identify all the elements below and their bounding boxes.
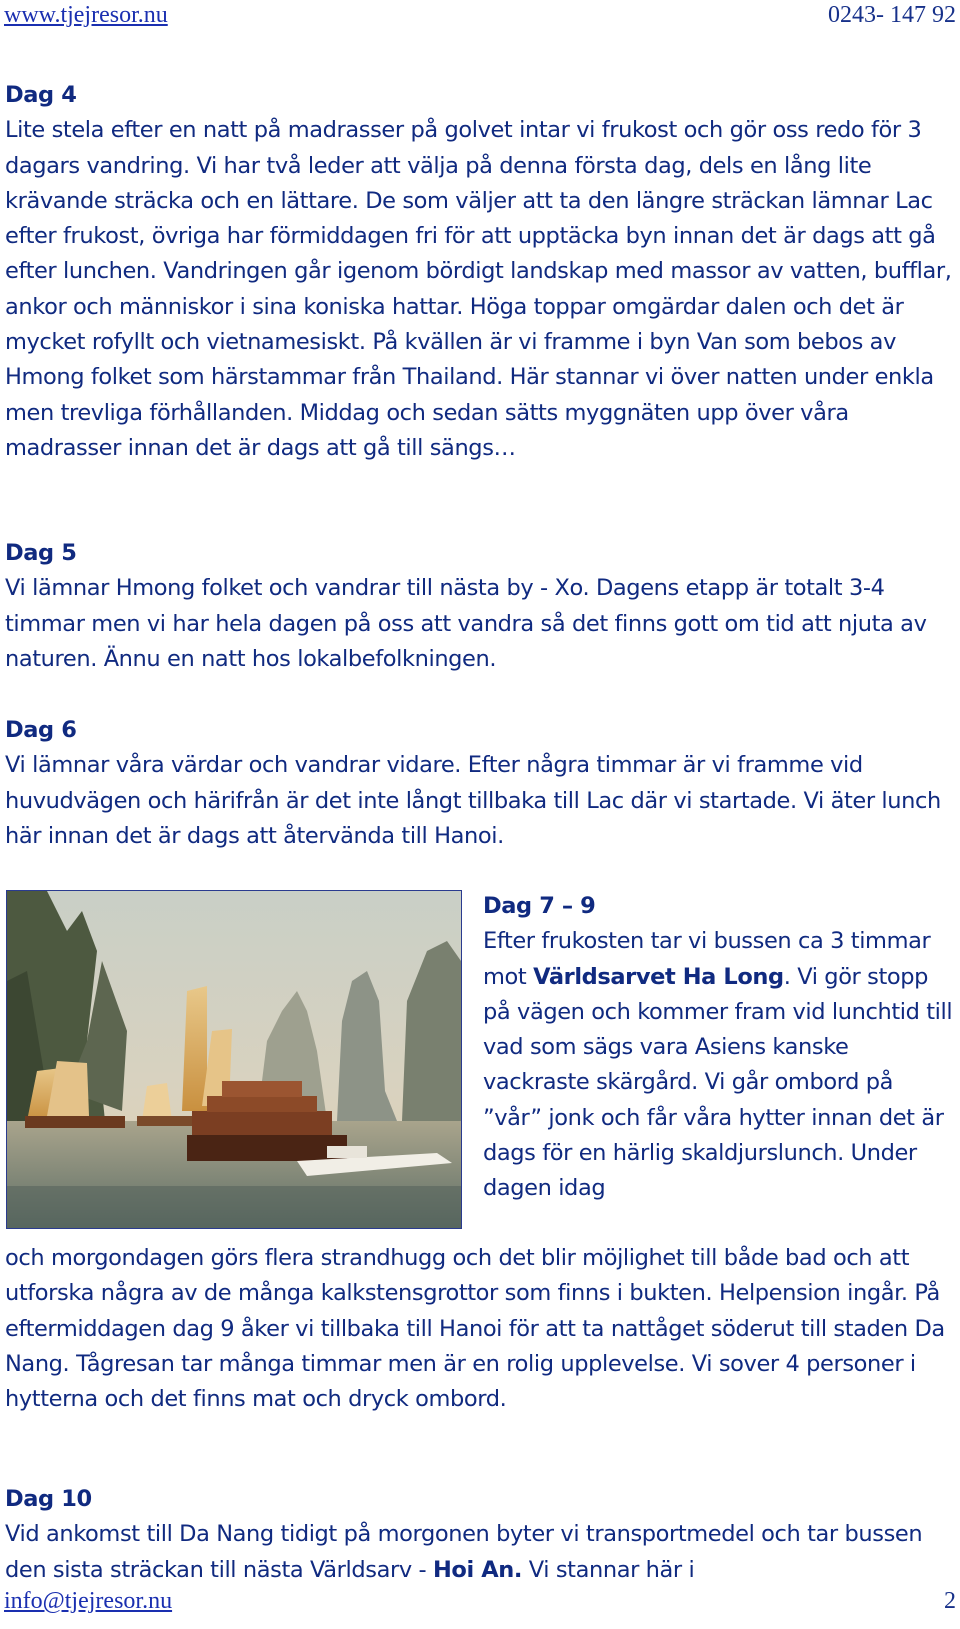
day-10-text-start: Vid ankomst till Da Nang tidigt på morgonen byter vi transportmedel och tar bussen den sista sträckan till nästa Världsarv -: [5, 1521, 923, 1583]
day-7-9-intro-rest: . Vi gör stopp på vägen och kommer fram vid lunchtid till vad som sägs vara Asiens kanske vackraste skärgård. Vi går ombord på ”vår” jonk och får våra hytter innan det är dags för en härlig skaldjurslunch. Under dagen idag: [483, 963, 953, 1202]
email-link[interactable]: info@tjejresor.nu: [4, 1588, 173, 1614]
day-10-heading: Dag 10: [5, 1486, 92, 1512]
day-5-text: Vi lämnar Hmong folket och vandrar till nästa by - Xo. Dagens etapp är totalt 3-4 timmar men vi har hela dagen på oss att vandra så det finns gott om tid att njuta av naturen. Ännu en natt hos lokalbefolkningen.: [5, 575, 927, 672]
section-day-4: [5, 78, 953, 466]
day-7-9-heading: Dag 7 – 9: [483, 893, 596, 919]
world-heritage-hoi-an: Hoi An.: [432, 1556, 522, 1583]
page-number: 2: [944, 1588, 956, 1614]
day-5-heading: Dag 5: [5, 540, 77, 566]
day-7-9-continued-text: och morgondagen görs flera strandhugg och det blir möjlighet till både bad och att utforska några av de många kalkstensgrottor som finns i bukten. Helpension ingår. På eftermiddagen dag 9 åker vi tillbaka till Hanoi för att ta nattåget söderut till staden Da Nang. Tågresan tar många timmar men är en rolig upplevelse. Vi sover 4 personer i hytterna och det finns mat och dryck ombord.: [5, 1245, 945, 1413]
website-link[interactable]: www.tjejresor.nu: [4, 2, 168, 28]
page-header: [4, 2, 956, 32]
day-10-text: [5, 1517, 953, 1588]
world-heritage-ha-long: Världsarvet Ha Long: [533, 963, 784, 990]
day-6-text: Vi lämnar våra värdar och vandrar vidare. Efter några timmar är vi framme vid huvudvägen och härifrån är det inte långt tillbaka till Lac där vi startade. Vi äter lunch här innan det är dags att återvända till Hanoi.: [5, 752, 941, 849]
section-day-10: [5, 1482, 953, 1588]
section-day-7-9: [483, 889, 953, 1207]
page-footer: [4, 1588, 956, 1622]
ha-long-bay-photo: [6, 890, 462, 1229]
section-day-6: [5, 713, 953, 854]
day-7-9-intro: [483, 924, 953, 1206]
phone-number: 0243- 147 92: [828, 2, 956, 28]
day-4-heading: Dag 4: [5, 82, 77, 108]
section-day-5: [5, 536, 953, 677]
day-10-text-end: Vi stannar här i: [521, 1556, 695, 1583]
section-day-7-9-continued: [5, 1241, 953, 1417]
day-6-heading: Dag 6: [5, 717, 77, 743]
day-4-text: Lite stela efter en natt på madrasser på golvet intar vi frukost och gör oss redo för 3 dagars vandring. Vi har två leder att välja på denna första dag, dels en lång lite krävande sträcka och en lättare. De som väljer att ta den längre sträckan lämnar Lac efter frukost, övriga har förmiddagen fri för att upptäcka byn innan det är dags att gå efter lunchen. Vandringen går igenom bördigt landskap med massor av vatten, bufflar, ankor och människor i sina koniska hattar. Höga toppar omgärdar dalen och det är mycket rofyllt och vietnamesiskt. På kvällen är vi framme i byn Van som bebos av Hmong folket som härstammar från Thailand. Här stannar vi över natten under enkla men trevliga förhållanden. Middag och sedan sätts myggnäten upp över våra madrasser innan det är dags att gå till sängs…: [5, 117, 952, 461]
day-7-9-intro-text: Efter frukosten tar vi bussen ca 3 timmar mot: [483, 928, 931, 990]
